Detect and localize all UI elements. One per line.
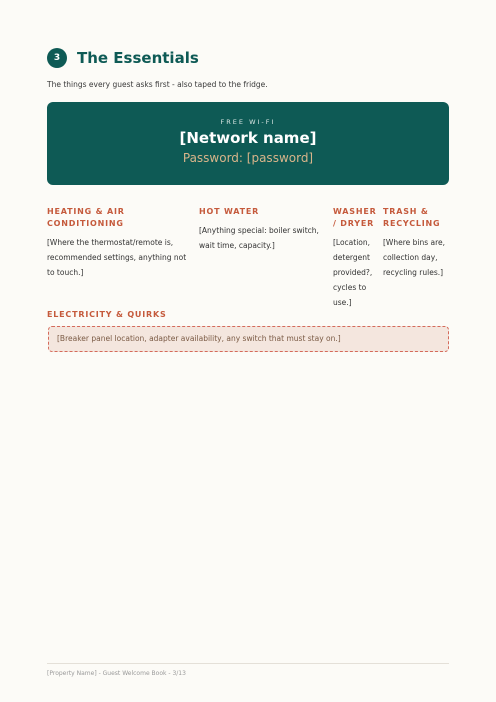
- wifi-label: FREE WI-FI: [220, 118, 276, 126]
- hot-water-heading: HOT WATER: [199, 207, 260, 216]
- trash-recycling-section: [383, 206, 447, 280]
- section-number-badge: 3: [47, 48, 67, 68]
- page-subtitle: The things every guest asks first - also taped to the fridge.: [47, 80, 268, 89]
- trash-recycling-body: [Where bins are, collection day, recycling rules.]: [383, 238, 446, 277]
- washer-dryer-heading: WASHER / DRYER: [333, 207, 377, 228]
- washer-dryer-section: [333, 206, 377, 310]
- page-footer: [Property Name] - Guest Welcome Book - 3/13: [47, 670, 186, 677]
- hot-water-body: [Anything special: boiler switch, wait time, capacity.]: [199, 226, 319, 250]
- wifi-password: Password: [password]: [182, 151, 314, 165]
- wifi-network-name: [Network name]: [179, 129, 317, 147]
- heating-heading: HEATING & AIR CONDITIONING: [47, 207, 125, 228]
- hot-water-section: [199, 206, 327, 253]
- page-title: The Essentials: [77, 49, 199, 67]
- electricity-note-box: [Breaker panel location, adapter availability, any switch that must stay on.]: [48, 326, 449, 352]
- heating-section: [47, 206, 187, 280]
- heating-body: [Where the thermostat/remote is, recommended settings, anything not to touch.]: [47, 238, 187, 277]
- electricity-heading: ELECTRICITY & QUIRKS: [47, 310, 167, 319]
- washer-dryer-body: [Location, detergent provided?, cycles to use.]: [333, 238, 373, 307]
- footer-divider: [47, 663, 449, 664]
- section-header: [47, 48, 199, 68]
- wifi-card: [47, 102, 449, 185]
- trash-recycling-heading: TRASH & RECYCLING: [383, 207, 441, 228]
